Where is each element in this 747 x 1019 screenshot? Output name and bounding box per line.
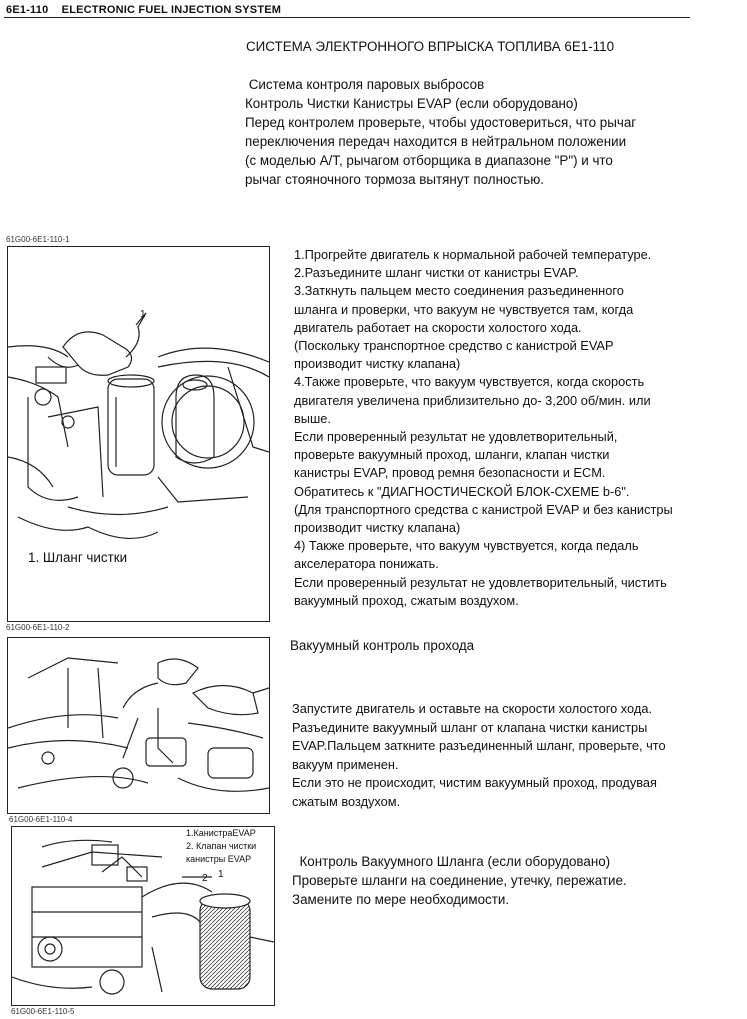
vacuum-hose-check-text [292,852,627,909]
vacuum-passage-heading: Вакуумный контроль прохода [290,638,475,653]
intro-line: Контроль Чистки Канистры EVAP (если оборудовано) [245,96,578,111]
text-line: Разъедините вакуумный шланг от клапана чистки канистры [292,719,648,735]
figure3-legend [186,827,256,866]
step-line: (Поскольку транспортное средство с канистрой EVAP [294,338,614,354]
text-line: Проверьте шланги на соединение, утечку, пережатие. [292,873,627,888]
figure1-legend: 1. Шланг чистки [28,550,128,565]
figure2-drawing [8,638,269,813]
figure3-callout-2: 2 [202,873,208,884]
figure1-engine-illustration [7,246,270,622]
step-line: 1.Прогрейте двигатель к нормальной рабочей температуре. [294,247,652,262]
step-line: двигателя увеличена приблизительно до- 3,200 об/мин. или [294,392,651,408]
figure2-vacuum-passage-illustration [7,637,270,814]
legend-line: 2. Клапан чистки [186,841,257,851]
figure1-caption-top: 61G00-6E1-110-1 [6,235,70,244]
step-line: 3.Заткнуть пальцем место соединения разъединенного [294,283,624,299]
step-line: 2.Разъедините шланг чистки от канистры EVAP. [294,265,579,281]
header-rule [4,17,690,18]
text-line: EVAP.Пальцем заткните разъединенный шланг, проверьте, что [292,738,666,754]
intro-line: Система контроля паровых выбросов [245,77,485,92]
text-line: сжатым воздухом. [292,793,401,809]
text-line: Контроль Вакуумного Шланга (если оборудовано) [292,854,611,869]
text-line: Запустите двигатель и оставьте на скорости холостого хода. [292,701,653,716]
text-line: Замените по мере необходимости. [292,892,510,907]
page-header [6,4,281,16]
text-line: Если это не происходит, чистим вакуумный проход, продувая [292,775,657,791]
intro-line: Перед контролем проверьте, чтобы удостовериться, что рычаг [245,115,637,130]
figure3-callout-1: 1 [218,869,224,880]
figure1-callout-1: 1 [140,309,146,320]
step-line: Если проверенный результат не удовлетворительный, [294,429,618,445]
intro-line: рычаг стояночного тормоза вытянут полностью. [245,172,544,187]
document-title: СИСТЕМА ЭЛЕКТРОННОГО ВПРЫСКА ТОПЛИВА 6E1-110 [246,39,615,54]
step-line: (Для транспортного средства с канистрой EVAP и без канистры [294,501,673,517]
step-line: двигатель работает на скорости холостого хода. [294,319,582,335]
intro-paragraph [245,75,636,189]
text-line: вакуум применен. [292,756,399,772]
header-title: ELECTRONIC FUEL INJECTION SYSTEM [61,4,282,16]
step-line: вакуумный проход, сжатым воздухом. [294,592,519,608]
step-line: проверьте вакуумный проход, шланги, клапан чистки [294,447,610,463]
canister-purge-check-steps [294,246,673,610]
figure3-caption-bottom: 61G00-6E1-110-5 [11,1007,75,1016]
figure2-caption-bottom: 61G00-6E1-110-4 [9,815,73,824]
step-line: шланга и проверки, что вакуум не чувствуется там, когда [294,301,634,317]
figure1-caption-bottom: 61G00-6E1-110-2 [6,623,70,632]
step-line: Обратитесь к "ДИАГНОСТИЧЕСКОЙ БЛОК-СХЕМЕ b-6". [294,483,630,499]
vacuum-passage-text [292,700,666,812]
page-code: 6E1-110 [6,4,49,16]
step-line: производит чистку клапана) [294,520,461,536]
step-line: канистры EVAP, провод ремня безопасности и ECM. [294,465,606,481]
step-line: выше. [294,410,331,426]
legend-line: канистры EVAP [186,854,252,864]
step-line: 4) Также проверьте, что вакуум чувствуется, когда педаль [294,538,639,554]
legend-line: 1.КанистраEVAP [186,828,256,838]
intro-line: (с моделью A/T, рычагом отборщика в диапазоне "P") и что [245,153,613,168]
step-line: Если проверенный результат не удовлетворительный, чистить [294,574,667,590]
step-line: производит чистку клапана) [294,356,461,372]
step-line: акселератора понижать. [294,556,439,572]
step-line: 4.Также проверьте, что вакуум чувствуется, когда скорость [294,374,645,390]
intro-line: переключения передач находится в нейтральном положении [245,134,627,149]
